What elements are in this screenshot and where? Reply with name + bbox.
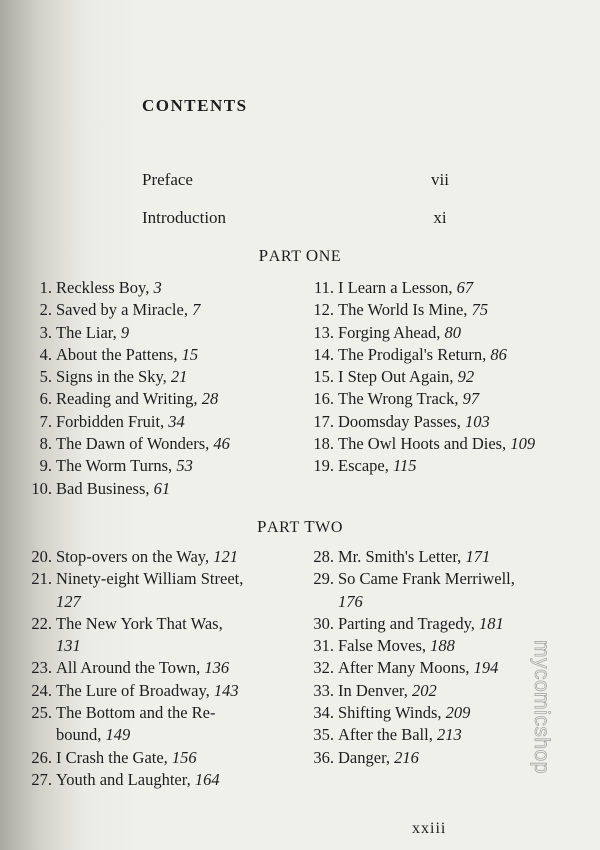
chapter-number: 14.	[313, 344, 334, 364]
chapter-number: 5.	[39, 367, 52, 387]
chapter-page: 209	[445, 703, 471, 723]
chapter-entry	[302, 277, 535, 299]
chapter-entry	[20, 344, 230, 366]
part-two-right-column	[302, 546, 515, 769]
chapter-number: 10.	[31, 478, 52, 498]
chapter-title: After the Ball,	[338, 725, 437, 745]
front-matter-label: Preface	[142, 170, 193, 189]
chapter-title: About the Pattens,	[56, 344, 182, 364]
chapter-title: The Liar,	[56, 322, 121, 342]
chapter-title: Bad Business,	[56, 478, 154, 498]
chapter-entry	[20, 546, 243, 568]
chapter-page: 61	[153, 478, 171, 498]
chapter-title: The Prodigal's Return,	[338, 344, 491, 364]
chapter-entry	[20, 366, 230, 388]
chapter-number: 4.	[39, 344, 52, 364]
chapter-entry	[302, 344, 535, 366]
chapter-number: 32.	[313, 658, 334, 678]
heading-capital: O	[305, 246, 319, 265]
chapter-number: 11.	[313, 278, 334, 297]
chapter-entry	[302, 366, 535, 388]
chapter-title: Reading and Writing,	[56, 389, 202, 409]
chapter-title: I Step Out Again,	[338, 367, 458, 387]
heading-smallcaps: ART	[268, 248, 306, 265]
chapter-page: 21	[170, 367, 188, 387]
chapter-number: 2.	[39, 300, 52, 320]
chapter-entry	[302, 680, 515, 702]
chapter-page: 216	[394, 747, 419, 767]
chapter-number: 12.	[313, 300, 334, 320]
chapter-number: 24.	[31, 680, 52, 700]
chapter-title: The Dawn of Wonders,	[56, 434, 214, 454]
heading-smallcaps: ART	[267, 519, 305, 536]
chapter-title: So Came Frank Merriwell,	[338, 569, 515, 589]
chapter-entry	[20, 657, 243, 679]
heading-smallcaps: WO	[315, 519, 344, 536]
chapter-page: 136	[204, 658, 230, 678]
chapter-page: 127	[56, 591, 81, 611]
chapter-number: 8.	[39, 434, 52, 454]
chapter-entry	[302, 657, 515, 679]
chapter-page: 156	[171, 747, 197, 767]
chapter-entry	[20, 747, 243, 769]
chapter-number: 26.	[31, 747, 52, 767]
chapter-entry	[20, 769, 243, 791]
chapter-page: 28	[201, 389, 219, 409]
part-two-heading	[0, 517, 600, 537]
chapter-entry	[302, 433, 535, 455]
chapter-page: 164	[194, 769, 220, 789]
chapter-entry	[302, 388, 535, 410]
chapter-entry	[302, 455, 535, 477]
chapter-page: 202	[412, 680, 437, 700]
chapter-title: Reckless Boy,	[56, 278, 154, 297]
chapter-number: 25.	[31, 703, 52, 723]
heading-smallcaps: NE	[318, 248, 342, 265]
chapter-number: 1.	[39, 278, 52, 297]
chapter-title: bound,	[56, 725, 106, 745]
chapter-number: 7.	[39, 411, 52, 431]
chapter-entry	[302, 591, 515, 613]
part-one-left-column	[20, 277, 230, 500]
chapter-entry	[20, 455, 230, 477]
part-one-heading	[0, 246, 600, 266]
chapter-number: 15.	[313, 367, 334, 387]
chapter-entry	[302, 635, 515, 657]
chapter-page: 103	[464, 411, 490, 431]
chapter-entry	[302, 411, 535, 433]
chapter-number: 16.	[313, 389, 334, 409]
chapter-title: False Moves,	[338, 636, 431, 656]
chapter-title: The World Is Mine,	[338, 300, 472, 320]
part-one-right-column	[302, 277, 535, 478]
chapter-entry	[20, 680, 243, 702]
chapter-title: The Lure of Broadway,	[56, 680, 214, 700]
chapter-page: 131	[56, 636, 81, 656]
chapter-entry	[20, 635, 243, 657]
chapter-entry	[20, 702, 243, 724]
chapter-entry	[20, 411, 230, 433]
chapter-page: 9	[120, 322, 130, 342]
chapter-entry	[302, 702, 515, 724]
chapter-entry	[302, 546, 515, 568]
chapter-page: 188	[430, 636, 455, 656]
chapter-number: 23.	[31, 658, 52, 678]
chapter-page: 86	[490, 344, 507, 364]
chapter-entry	[20, 613, 243, 635]
chapter-page: 213	[436, 725, 462, 745]
chapter-page: 115	[392, 456, 417, 476]
chapter-title: Youth and Laughter,	[56, 769, 195, 789]
chapter-title: Doomsday Passes,	[338, 411, 465, 431]
chapter-entry	[20, 724, 243, 746]
chapter-number: 33.	[313, 680, 334, 700]
chapter-number: 31.	[313, 636, 334, 656]
chapter-number: 6.	[39, 389, 52, 409]
chapter-number: 3.	[39, 322, 52, 342]
chapter-page: 143	[213, 680, 239, 700]
heading-capital: T	[304, 517, 316, 536]
chapter-title: Signs in the Sky,	[56, 367, 171, 387]
chapter-title: The Owl Hoots and Dies,	[338, 434, 511, 454]
chapter-title: Ninety-eight William Street,	[56, 569, 244, 589]
chapter-title: Saved by a Miracle,	[56, 300, 193, 320]
chapter-entry	[20, 478, 230, 500]
chapter-title: In Denver,	[338, 680, 413, 700]
chapter-page: 15	[181, 344, 199, 364]
chapter-entry	[302, 724, 515, 746]
chapter-title: Parting and Tragedy,	[338, 613, 480, 633]
heading-capital: P	[258, 246, 269, 265]
chapter-title: The New York That Was,	[56, 613, 223, 633]
watermark: mycomicshop	[530, 640, 553, 774]
chapter-title: Forbidden Fruit,	[56, 411, 169, 431]
chapter-page: 7	[192, 300, 201, 320]
chapter-page: 3	[153, 278, 162, 297]
chapter-title: Forging Ahead,	[338, 322, 445, 342]
chapter-entry	[20, 322, 230, 344]
chapter-title: Escape,	[338, 456, 393, 476]
chapter-number: 34.	[313, 703, 334, 723]
chapter-page: 34	[168, 411, 185, 431]
chapter-title: The Bottom and the Re-	[56, 703, 216, 723]
chapter-number: 22.	[31, 613, 52, 633]
page-number: xxiii	[412, 820, 447, 837]
chapter-page: 121	[213, 547, 238, 566]
chapter-number: 9.	[39, 456, 52, 476]
chapter-number: 30.	[313, 613, 334, 633]
chapter-number: 29.	[313, 569, 334, 589]
chapter-number: 13.	[313, 322, 334, 342]
chapter-number: 27.	[31, 769, 52, 789]
chapter-title: The Wrong Track,	[338, 389, 463, 409]
front-matter-label: Introduction	[142, 208, 227, 227]
chapter-number: 21.	[31, 569, 52, 589]
chapter-number: 35.	[313, 725, 334, 745]
chapter-entry	[20, 388, 230, 410]
chapter-title: After Many Moons,	[338, 658, 474, 678]
chapter-page: 92	[457, 367, 475, 387]
chapter-entry	[302, 747, 515, 769]
chapter-title: Stop-overs on the Way,	[56, 547, 214, 566]
chapter-number: 17.	[313, 411, 334, 431]
contents-title: CONTENTS	[142, 96, 248, 115]
chapter-page: 67	[456, 278, 474, 297]
chapter-number: 28.	[313, 547, 334, 566]
chapter-page: 149	[105, 725, 131, 745]
chapter-entry	[20, 299, 230, 321]
chapter-entry	[302, 299, 535, 321]
chapter-page: 80	[444, 322, 461, 342]
chapter-number: 18.	[313, 434, 334, 454]
chapter-page: 46	[213, 434, 230, 454]
chapter-page: 181	[479, 613, 504, 633]
part-two-left-column	[20, 546, 243, 791]
chapter-number: 19.	[313, 456, 334, 476]
chapter-page: 97	[462, 389, 480, 409]
chapter-page: 171	[465, 547, 491, 566]
chapter-page: 194	[473, 658, 499, 678]
chapter-page: 109	[510, 434, 536, 454]
chapter-page: 75	[471, 300, 489, 320]
chapter-number: 20.	[31, 547, 52, 566]
chapter-title: The Worm Turns,	[56, 456, 177, 476]
chapter-number: 36.	[313, 747, 334, 767]
chapter-page: 53	[176, 456, 193, 476]
chapter-entry	[20, 277, 230, 299]
front-matter-page: xi	[433, 208, 447, 227]
chapter-title: I Crash the Gate,	[56, 747, 172, 767]
chapter-title: Mr. Smith's Letter,	[338, 547, 466, 566]
chapter-page: 176	[338, 591, 363, 611]
chapter-entry	[20, 568, 243, 590]
chapter-title: Danger,	[338, 747, 395, 767]
chapter-title: All Around the Town,	[56, 658, 205, 678]
chapter-entry	[302, 322, 535, 344]
chapter-title: I Learn a Lesson,	[338, 278, 457, 297]
chapter-title: Shifting Winds,	[338, 703, 446, 723]
chapter-entry	[20, 591, 243, 613]
chapter-entry	[302, 613, 515, 635]
chapter-entry	[20, 433, 230, 455]
chapter-entry	[302, 568, 515, 590]
heading-capital: P	[256, 517, 268, 536]
front-matter-page: vii	[431, 170, 449, 189]
